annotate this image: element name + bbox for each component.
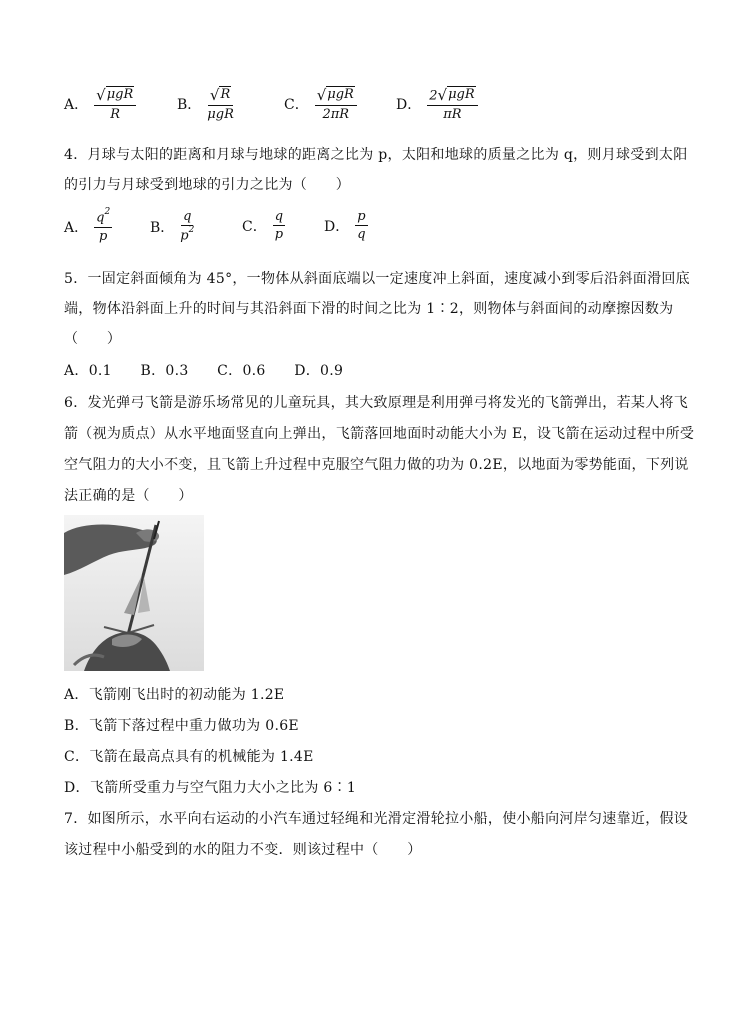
q5-stem-line3: （ ） [64,331,122,347]
q6-option-c: C．飞箭在最高点具有的机械能为 1.4E [64,749,314,765]
fraction: $\frac{q^2}{p}$ [96,207,111,244]
q6-stem-line1: 6．发光弹弓飞箭是游乐场常见的儿童玩具，其大致原理是利用弹弓将发光的飞箭弹出，若某人将飞 [64,395,689,411]
q4-stem-line1: 4．月球与太阳的距离和月球与地球的距离之比为 p，太阳和地球的质量之比为 q，则月球受到太阳 [64,147,688,163]
fraction: √ μgR R [94,86,136,122]
q6-option-a: A．飞箭刚飞出时的初动能为 1.2E [64,687,285,703]
q6-option-b: B．飞箭下落过程中重力做功为 0.6E [64,718,299,734]
q4-option-a: A． $\frac{q^2}{p}$ [64,207,111,244]
q4-stem-line2: 的引力与月球受到地球的引力之比为（ ） [64,177,350,193]
q3-option-d: D． 2 √ μgR πR [396,86,478,122]
q5-options: A．0.1 B．0.3 C．0.6 D．0.9 [64,363,344,379]
fraction: $\frac{q}{p^2}$ [180,209,195,244]
q7-stem-line2: 该过程中小船受到的水的阻力不变．则该过程中（ ） [64,842,422,858]
fraction: $\frac{p}{q}$ [357,209,366,243]
q3-option-b: B． √ R μgR [177,85,234,122]
fraction: √ μgR 2πR [315,86,357,122]
q5-stem-line2: 端，物体沿斜面上升的时间与其沿斜面下滑的时间之比为 1∶2，则物体与斜面间的动摩擦因数为 [64,301,674,317]
q4-option-d: D． $\frac{p}{q}$ [324,209,366,243]
fraction: $\frac{q}{p}$ [274,209,284,243]
q4-option-c: C． $\frac{q}{p}$ [242,209,284,243]
q3-option-a: A． √ μgR R [64,86,136,122]
q6-stem-line4: 法正确的是（ ） [64,488,193,504]
q4-option-b: B． $\frac{q}{p^2}$ [150,209,195,244]
fraction: √ R μgR [207,85,234,122]
q6-stem-line2: 箭（视为质点）从水平地面竖直向上弹出，飞箭落回地面时动能大小为 E，设飞箭在运动过程中所受 [64,426,695,442]
q7-stem-line1: 7．如图所示，水平向右运动的小汽车通过轻绳和光滑定滑轮拉小船，使小船向河岸匀速靠近，假设 [64,811,689,827]
slingshot-arrow-photo [64,515,204,671]
fraction: 2 √ μgR πR [427,86,477,122]
q3-option-c: C． √ μgR 2πR [284,86,357,122]
q6-option-d: D．飞箭所受重力与空气阻力大小之比为 6∶1 [64,780,357,796]
q5-stem-line1: 5．一固定斜面倾角为 45°，一物体从斜面底端以一定速度冲上斜面，速度减小到零后沿斜面滑回底 [64,271,690,287]
q6-stem-line3: 空气阻力的大小不变，且飞箭上升过程中克服空气阻力做的功为 0.2E，以地面为零势能面，下列说 [64,457,689,473]
